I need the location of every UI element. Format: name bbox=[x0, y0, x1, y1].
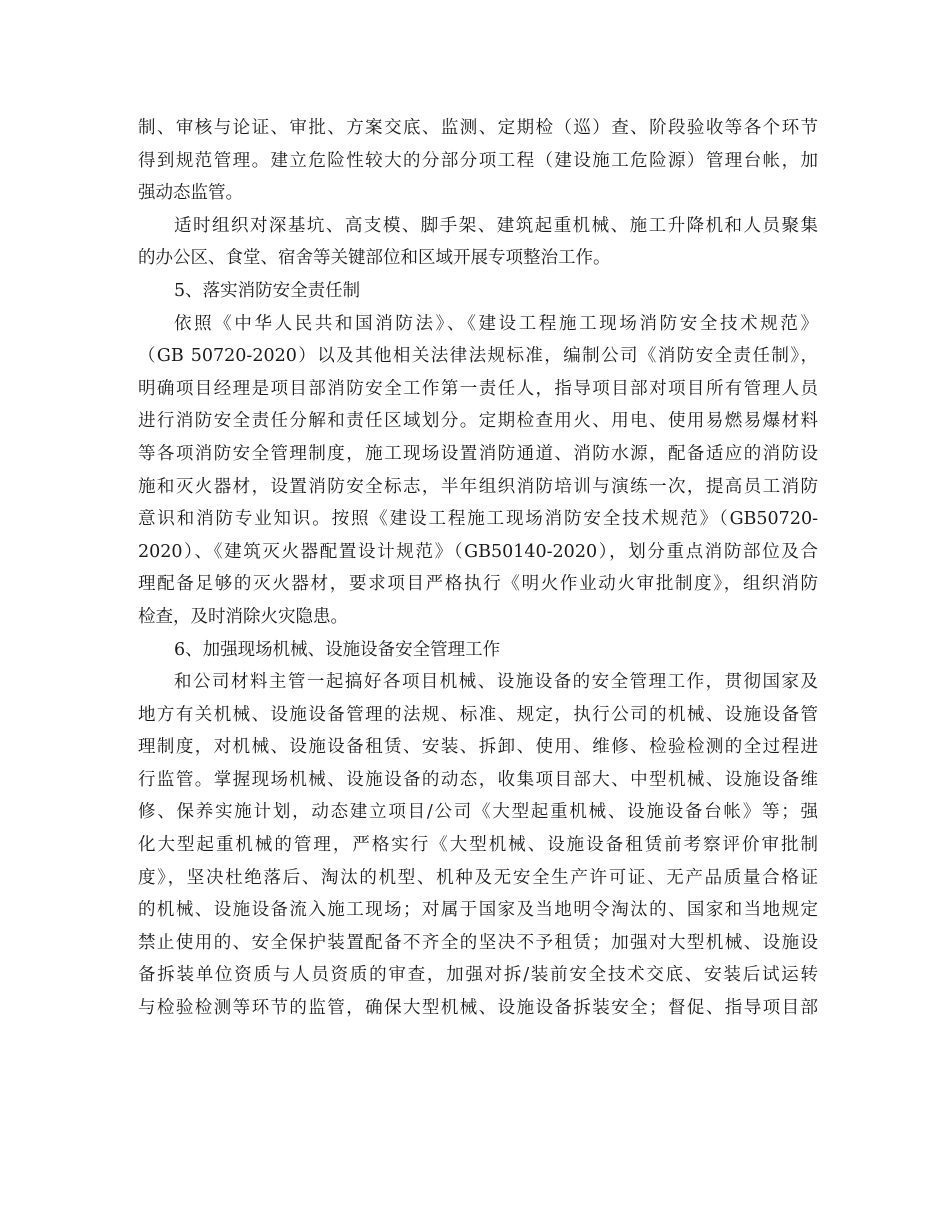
text-line: 得到规范管理。建立危险性较大的分部分项工程（建设施工危险源）管理台帐，加 bbox=[138, 150, 818, 171]
text-line: 和公司材料主管一起搞好各项目机械、设施设备的安全管理工作，贯彻国家及 bbox=[174, 672, 818, 693]
text-line: 地方有关机械、设施设备管理的法规、标准、规定，执行公司的机械、设施设备管 bbox=[138, 704, 818, 725]
text-line: 禁止使用的、安全保护装置配备不齐全的坚决不予租赁；加强对大型机械、设施设 bbox=[138, 932, 818, 953]
paragraph-equipment-safety bbox=[138, 666, 818, 1025]
text-line: 等各项消防安全管理制度，施工现场设置消防通道、消防水源，配备适应的消防设 bbox=[138, 443, 818, 464]
text-line: 度》，坚决杜绝落后、淘汰的机型、机种及无安全生产许可证、无产品质量合格证 bbox=[138, 867, 818, 888]
text-line: 明确项目经理是项目部消防安全工作第一责任人，指导项目部对项目所有管理人员 bbox=[138, 378, 818, 399]
text-line: 化大型起重机械的管理，严格实行《大型机械、设施设备租赁前考察评价审批制 bbox=[138, 835, 818, 856]
section-heading-equipment-safety: 6、加强现场机械、设施设备安全管理工作 bbox=[174, 639, 501, 660]
text-line: 的办公区、食堂、宿舍等关键部位和区域开展专项整治工作。 bbox=[138, 248, 611, 269]
text-line: 强动态监管。 bbox=[138, 183, 243, 204]
document-body bbox=[138, 112, 818, 1025]
text-line: 制、审核与论证、审批、方案交底、监测、定期检（巡）查、阶段验收等各个环节 bbox=[138, 118, 818, 138]
text-line: 检查，及时消除火灾隐患。 bbox=[138, 606, 348, 627]
text-line: 行监管。掌握现场机械、设施设备的动态，收集项目部大、中型机械、设施设备维 bbox=[138, 769, 818, 790]
text-line: 意识和消防专业知识。按照《建设工程施工现场消防安全技术规范》（GB50720- bbox=[138, 509, 818, 530]
text-line: 与检验检测等环节的监管，确保大型机械、设施设备拆装安全；督促、指导项目部 bbox=[138, 998, 818, 1019]
text-line: 施和灭火器材，设置消防安全标志，半年组织消防培训与演练一次，提高员工消防 bbox=[138, 476, 818, 497]
text-line: 理配备足够的灭火器材，要求项目严格执行《明火作业动火审批制度》，组织消防 bbox=[138, 574, 818, 595]
text-line: 进行消防安全责任分解和责任区域划分。定期检查用火、用电、使用易燃易爆材料 bbox=[138, 411, 818, 432]
text-line: 的机械、设施设备流入施工现场；对属于国家及当地明令淘汰的、国家和当地规定 bbox=[138, 900, 818, 921]
paragraph-inspection bbox=[138, 112, 818, 210]
paragraph-fire-safety bbox=[138, 308, 818, 634]
paragraph-special-rectification bbox=[138, 210, 818, 275]
section-heading-fire-safety: 5、落实消防安全责任制 bbox=[174, 280, 361, 301]
text-line: （GB 50720-2020）以及其他相关法律法规标准，编制公司《消防安全责任制》， bbox=[138, 346, 818, 367]
text-line: 修、保养实施计划，动态建立项目/公司《大型起重机械、设施设备台帐》等；强 bbox=[138, 802, 818, 823]
text-line: 理制度，对机械、设施设备租赁、安装、拆卸、使用、维修、检验检测的全过程进 bbox=[138, 737, 818, 758]
text-line: 2020）、《建筑灭火器配置设计规范》（GB50140-2020），划分重点消防部位及合 bbox=[138, 541, 818, 562]
text-line: 适时组织对深基坑、高支模、脚手架、建筑起重机械、施工升降机和人员聚集 bbox=[174, 215, 818, 236]
text-line: 备拆装单位资质与人员资质的审查，加强对拆/装前安全技术交底、安装后试运转 bbox=[138, 965, 818, 986]
text-line: 依照《中华人民共和国消防法》、《建设工程施工现场消防安全技术规范》 bbox=[174, 313, 818, 334]
